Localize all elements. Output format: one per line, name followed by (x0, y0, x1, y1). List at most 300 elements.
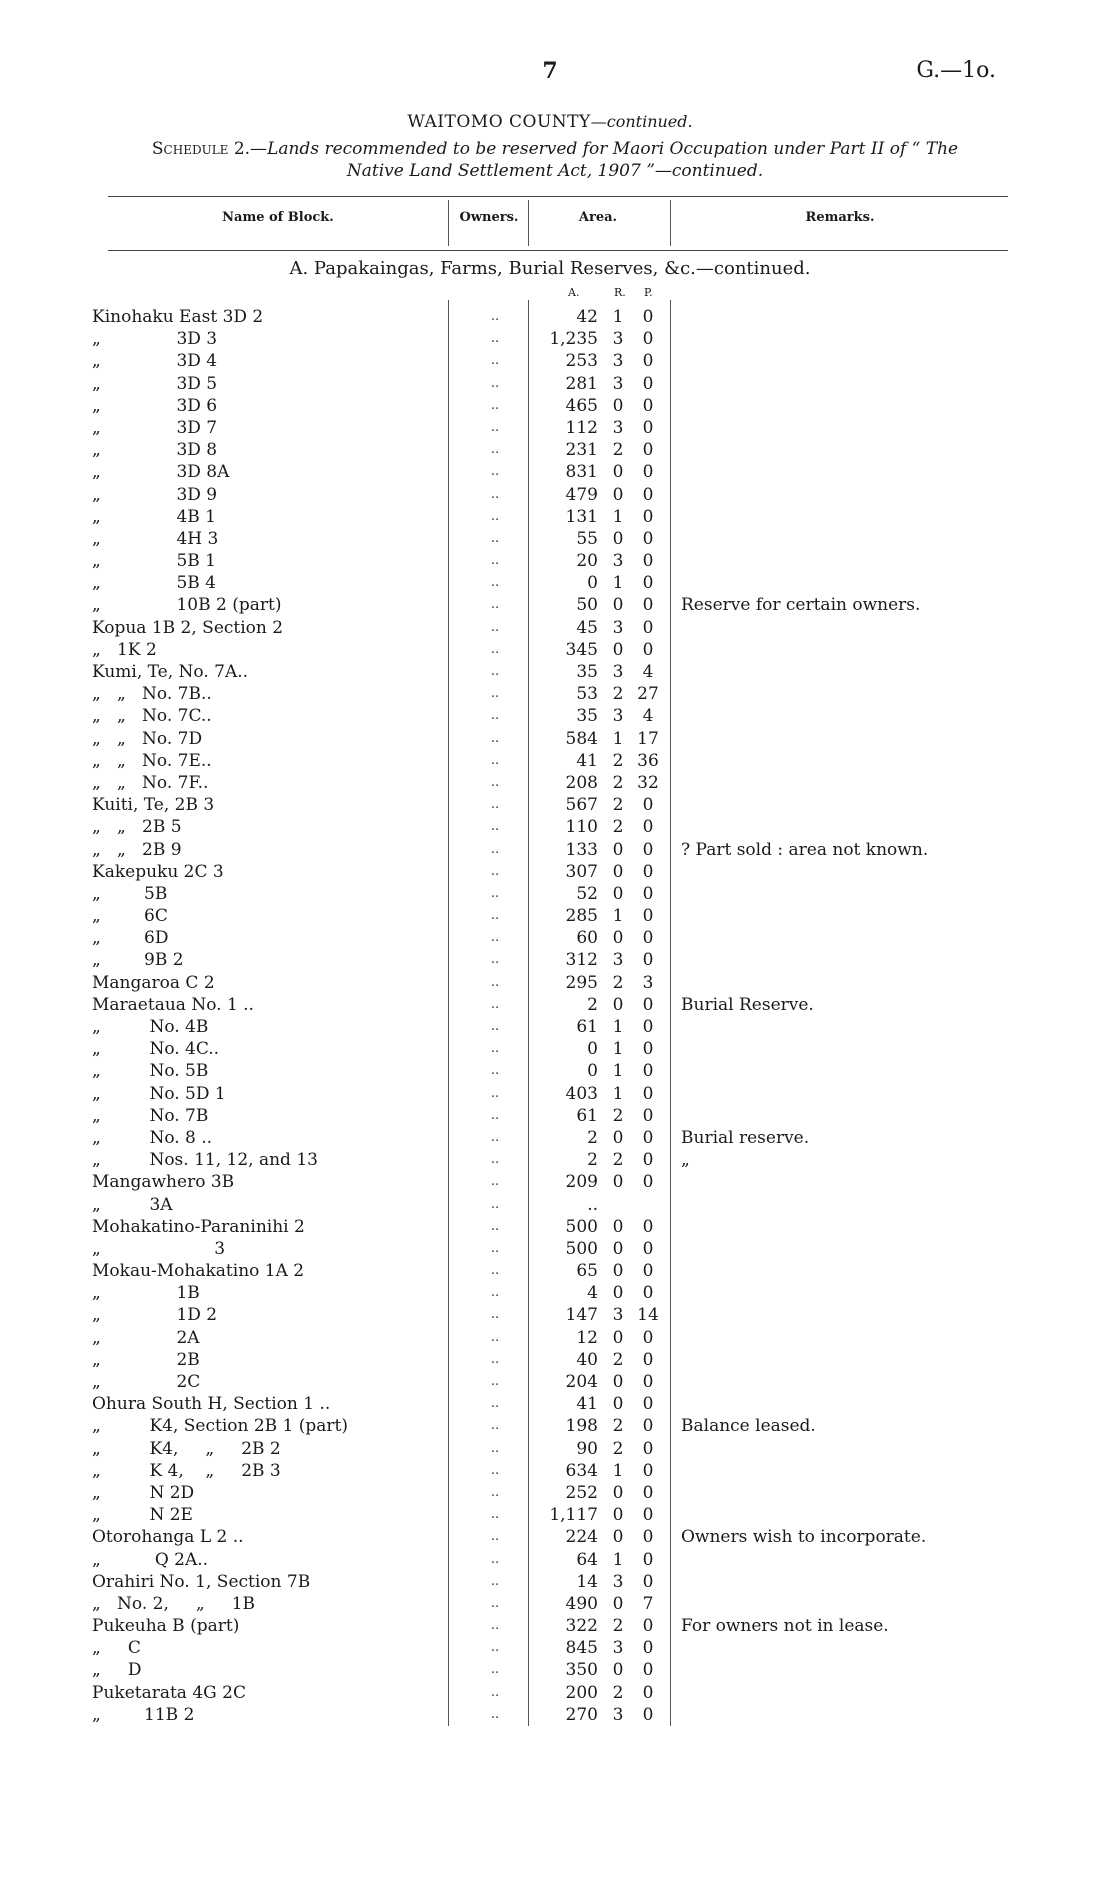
area-perches: 0 (642, 1105, 654, 1126)
block-name: Mangaroa C 2 (92, 972, 215, 993)
area-roods: 1 (612, 906, 624, 927)
area-perches: 7 (642, 1593, 654, 1614)
area-perches: 0 (642, 839, 654, 860)
block-name: Kopua 1B 2, Section 2 (92, 617, 284, 638)
area-roods: 2 (612, 817, 624, 838)
area-acres: 41 (576, 750, 598, 771)
table-row (0, 617, 1110, 639)
area-roods: 3 (612, 1305, 624, 1326)
area-perches: 0 (642, 1238, 654, 1259)
table-row (0, 373, 1110, 395)
area-acres: 14 (576, 1571, 598, 1592)
area-acres: 204 (565, 1372, 598, 1392)
area-acres: 45 (576, 617, 598, 638)
area-acres: 465 (565, 395, 598, 416)
area-perches: 0 (642, 417, 654, 438)
area-roods: 1 (612, 1039, 624, 1060)
block-name: „ 5B 4 (92, 573, 216, 594)
area-roods: 1 (612, 1017, 624, 1037)
table-row (0, 1659, 1110, 1681)
area-roods: 0 (612, 484, 624, 505)
acres-label: A. (568, 286, 580, 299)
area-acres: 584 (565, 728, 598, 749)
table-row (0, 639, 1110, 661)
area-acres: 0 (587, 573, 598, 594)
area-acres: 845 (565, 1638, 598, 1659)
owners-cell: .. (490, 464, 500, 480)
table-row (0, 439, 1110, 461)
block-name: „ 2A (92, 1327, 200, 1348)
block-name: „ No. 2, „ 1B (92, 1593, 256, 1614)
owners-cell: .. (490, 797, 500, 813)
owners-cell: .. (490, 1374, 500, 1389)
area-acres: 270 (565, 1704, 598, 1725)
area-acres: 35 (576, 706, 598, 727)
area-acres: 307 (565, 861, 598, 882)
area-roods: 2 (612, 772, 624, 793)
block-name: „ Q 2A.. (92, 1549, 209, 1570)
table-row (0, 1260, 1110, 1282)
area-acres: 403 (565, 1083, 598, 1104)
table-row (0, 794, 1110, 816)
area-roods: 2 (612, 795, 624, 816)
table-row (0, 883, 1110, 905)
area-perches: 0 (642, 639, 654, 660)
area-perches: 0 (642, 373, 654, 394)
block-name: Otorohanga L 2 .. (92, 1527, 244, 1548)
table-row (0, 683, 1110, 705)
table-row (0, 661, 1110, 683)
area-roods: 0 (612, 1238, 624, 1259)
block-name: Maraetaua No. 1 .. (92, 994, 254, 1015)
remarks-cell: For owners not in lease. (681, 1616, 889, 1637)
block-name: „ 3D 8A (92, 462, 230, 483)
table-row (0, 1615, 1110, 1637)
owners-cell: .. (490, 774, 500, 790)
area-roods: 3 (612, 706, 624, 727)
area-acres: 295 (565, 972, 598, 993)
owners-cell: .. (490, 486, 500, 502)
document-reference: G.—1o. (916, 58, 996, 83)
owners-cell: .. (490, 1462, 500, 1478)
area-acres: .. (587, 1194, 598, 1215)
area-roods: 0 (612, 595, 624, 616)
area-perches: 0 (642, 551, 654, 572)
block-name: „ 3D 5 (92, 373, 218, 394)
area-perches: 0 (642, 861, 654, 882)
area-acres: 55 (576, 528, 598, 549)
block-name: „ 1B (92, 1283, 200, 1304)
area-roods: 3 (612, 1704, 624, 1725)
table-row (0, 949, 1110, 971)
table-row (0, 1238, 1110, 1260)
remarks-cell: Burial Reserve. (681, 994, 814, 1015)
area-roods: 2 (612, 440, 624, 461)
area-perches: 0 (642, 1394, 654, 1415)
area-perches: 0 (642, 928, 654, 949)
area-perches: 0 (642, 1127, 654, 1148)
table-row (0, 1149, 1110, 1171)
area-roods: 0 (612, 1505, 624, 1526)
area-acres: 35 (576, 662, 598, 682)
area-acres: 322 (565, 1616, 598, 1637)
block-name: „ „ No. 7F.. (92, 772, 209, 793)
area-perches: 0 (642, 1349, 654, 1370)
block-name: „ 3D 6 (92, 395, 218, 416)
owners-cell: .. (490, 1640, 500, 1656)
owners-cell: .. (490, 1041, 500, 1057)
area-roods: 3 (612, 1638, 624, 1659)
block-name: Kinohaku East 3D 2 (92, 307, 264, 327)
owners-cell: .. (490, 1662, 500, 1678)
area-acres: 350 (565, 1660, 598, 1681)
area-roods: 2 (612, 1150, 624, 1171)
block-name: Pukeuha B (part) (92, 1616, 240, 1637)
area-perches: 0 (642, 1704, 654, 1725)
area-perches: 17 (637, 728, 659, 749)
area-perches: 0 (642, 617, 654, 638)
area-perches: 0 (642, 1061, 654, 1082)
table-row (0, 572, 1110, 594)
area-perches: 14 (637, 1305, 659, 1326)
area-roods: 0 (612, 839, 624, 860)
area-roods: 0 (612, 1172, 624, 1193)
area-perches: 0 (642, 950, 654, 971)
area-acres: 479 (565, 484, 598, 505)
area-acres: 500 (565, 1216, 598, 1237)
owners-cell: .. (490, 1019, 500, 1034)
area-perches: 0 (642, 395, 654, 416)
block-name: „ 5B 1 (92, 551, 216, 572)
owners-cell: .. (490, 1507, 500, 1523)
table-row (0, 1682, 1110, 1704)
block-name: „ C (92, 1638, 141, 1659)
owners-cell: .. (490, 1684, 500, 1700)
block-name: Mokau-Mohakatino 1A 2 (92, 1261, 305, 1282)
area-perches: 0 (642, 440, 654, 461)
table-row (0, 705, 1110, 727)
owners-cell: .. (490, 641, 500, 657)
remarks-cell: Owners wish to incorporate. (681, 1527, 927, 1548)
owners-cell: .. (490, 597, 500, 613)
area-acres: 2 (587, 1127, 598, 1148)
column-header-remarks: Remarks. (805, 210, 875, 225)
area-roods: 0 (612, 462, 624, 483)
area-acres: 281 (565, 373, 598, 394)
block-name: „ D (92, 1660, 142, 1681)
area-roods: 0 (612, 1593, 624, 1614)
block-name: „ Nos. 11, 12, and 13 (92, 1150, 318, 1171)
remarks-cell: Balance leased. (681, 1416, 816, 1437)
block-name: Kuiti, Te, 2B 3 (92, 795, 215, 816)
table-row (0, 1105, 1110, 1127)
area-acres: 0 (587, 1061, 598, 1082)
owners-cell: .. (490, 1396, 500, 1412)
area-acres: 61 (576, 1017, 598, 1037)
area-roods: 0 (612, 883, 624, 904)
area-acres: 285 (565, 906, 598, 927)
area-roods: 2 (612, 1682, 624, 1703)
area-perches: 0 (642, 1638, 654, 1659)
schedule-title-line2: Native Land Settlement Act, 1907 ”—continued. (346, 161, 764, 181)
owners-cell: .. (490, 1285, 500, 1301)
table-row (0, 1083, 1110, 1105)
schedule-table-body (0, 306, 1110, 1726)
area-roods: 0 (612, 1216, 624, 1237)
area-roods: 2 (612, 1349, 624, 1370)
owners-cell: .. (490, 974, 500, 990)
area-perches: 0 (642, 329, 654, 350)
table-row (0, 994, 1110, 1016)
area-roods: 1 (612, 1061, 624, 1082)
area-acres: 209 (565, 1172, 598, 1193)
owners-cell: .. (490, 1152, 500, 1168)
owners-cell: .. (490, 1618, 500, 1634)
area-acres: 831 (565, 462, 598, 483)
area-roods: 0 (612, 1261, 624, 1282)
table-row (0, 417, 1110, 439)
block-name: „ N 2E (92, 1505, 193, 1526)
block-name: „ 3D 9 (92, 484, 218, 505)
area-perches: 0 (642, 573, 654, 594)
area-perches: 0 (642, 506, 654, 527)
area-roods: 3 (612, 1571, 624, 1592)
area-acres: 12 (576, 1327, 598, 1348)
table-row (0, 1194, 1110, 1216)
area-perches: 0 (642, 528, 654, 549)
area-roods: 1 (612, 573, 624, 594)
header-divider-2 (528, 200, 529, 246)
area-roods: 3 (612, 617, 624, 638)
table-row (0, 927, 1110, 949)
area-roods: 0 (612, 861, 624, 882)
block-name: Kakepuku 2C 3 (92, 861, 224, 882)
owners-cell: .. (490, 1329, 500, 1345)
owners-cell: .. (490, 863, 500, 879)
area-acres: 312 (565, 950, 598, 971)
table-row (0, 1171, 1110, 1193)
area-acres: 4 (587, 1283, 598, 1304)
owners-cell: .. (490, 442, 500, 458)
block-name: „ No. 4B (92, 1017, 209, 1037)
table-row (0, 461, 1110, 483)
area-roods: 3 (612, 950, 624, 971)
block-name: „ „ No. 7D (92, 728, 203, 749)
area-perches: 0 (642, 1460, 654, 1481)
table-row (0, 861, 1110, 883)
owners-cell: .. (490, 1351, 500, 1367)
area-perches: 0 (642, 1616, 654, 1637)
owners-cell: .. (490, 730, 500, 746)
area-perches: 0 (642, 1216, 654, 1237)
owners-cell: .. (490, 1418, 500, 1434)
table-row (0, 1593, 1110, 1615)
table-row (0, 506, 1110, 528)
area-roods: 0 (612, 639, 624, 660)
block-name: „ No. 8 .. (92, 1127, 213, 1148)
area-acres: 253 (565, 351, 598, 372)
area-acres: 231 (565, 440, 598, 461)
area-roods: 2 (612, 1416, 624, 1437)
owners-cell: .. (490, 708, 500, 724)
area-perches: 0 (642, 795, 654, 816)
area-acres: 0 (587, 1039, 598, 1060)
table-row (0, 1504, 1110, 1526)
table-row (0, 1482, 1110, 1504)
remarks-cell: Burial reserve. (681, 1127, 810, 1148)
area-perches: 0 (642, 1083, 654, 1104)
area-roods: 1 (612, 307, 624, 327)
area-perches: 0 (642, 595, 654, 616)
owners-cell: .. (490, 575, 500, 591)
area-perches: 0 (642, 1527, 654, 1548)
area-acres: 41 (576, 1394, 598, 1415)
area-acres: 110 (565, 817, 598, 838)
area-perches: 4 (642, 662, 654, 682)
area-roods: 0 (612, 928, 624, 949)
area-perches: 3 (642, 972, 654, 993)
owners-cell: .. (490, 1085, 500, 1101)
block-name: „ 3A (92, 1194, 173, 1215)
area-roods: 2 (612, 684, 624, 705)
table-row (0, 528, 1110, 550)
table-row (0, 816, 1110, 838)
schedule-number: 2.— (233, 139, 268, 159)
block-name: „ 2B (92, 1349, 200, 1370)
area-roods: 2 (612, 972, 624, 993)
remarks-cell: ? Part sold : area not known. (681, 839, 929, 860)
table-row (0, 772, 1110, 794)
area-acres: 208 (565, 772, 598, 793)
area-perches: 0 (642, 994, 654, 1015)
owners-cell: .. (490, 752, 500, 768)
owners-cell: .. (490, 1440, 500, 1456)
table-row (0, 1637, 1110, 1659)
area-acres: 42 (576, 307, 598, 327)
area-acres: 224 (565, 1527, 598, 1548)
area-roods: 0 (612, 1283, 624, 1304)
block-name: „ 3D 4 (92, 351, 218, 372)
owners-cell: .. (490, 553, 500, 569)
block-name: „ No. 4C.. (92, 1039, 220, 1060)
block-name: „ 6C (92, 906, 168, 927)
area-acres: 200 (565, 1682, 598, 1703)
area-acres: 53 (576, 684, 598, 705)
block-name: „ K4, „ 2B 2 (92, 1438, 281, 1459)
area-perches: 0 (642, 1017, 654, 1037)
table-row (0, 1060, 1110, 1082)
area-roods: 0 (612, 528, 624, 549)
area-perches: 0 (642, 1172, 654, 1193)
block-name: „ N 2D (92, 1482, 195, 1503)
area-perches: 0 (642, 307, 654, 327)
area-perches: 0 (642, 1438, 654, 1459)
owners-cell: .. (490, 1529, 500, 1545)
area-perches: 36 (637, 750, 659, 771)
county-suffix: —continued. (590, 112, 693, 131)
block-name: „ 5B (92, 883, 168, 904)
table-row (0, 1304, 1110, 1326)
area-acres: 133 (565, 839, 598, 860)
page-number: 7 (542, 58, 558, 84)
table-row (0, 1327, 1110, 1349)
area-acres: 52 (576, 883, 598, 904)
area-roods: 3 (612, 417, 624, 438)
block-name: „ 4H 3 (92, 528, 219, 549)
area-perches: 0 (642, 1682, 654, 1703)
table-row (0, 1460, 1110, 1482)
area-roods: 2 (612, 1438, 624, 1459)
table-row (0, 1127, 1110, 1149)
table-row (0, 1415, 1110, 1437)
area-perches: 0 (642, 1372, 654, 1392)
area-perches: 0 (642, 1549, 654, 1570)
area-acres: 65 (576, 1261, 598, 1282)
table-row (0, 328, 1110, 350)
owners-cell: .. (490, 530, 500, 546)
area-perches: 0 (642, 1505, 654, 1526)
block-name: „ „ No. 7E.. (92, 750, 212, 771)
area-perches: 0 (642, 1482, 654, 1503)
block-name: „ 1K 2 (92, 639, 157, 660)
block-name: „ K4, Section 2B 1 (part) (92, 1416, 349, 1437)
area-acres: 60 (576, 928, 598, 949)
remarks-cell: „ (681, 1150, 690, 1171)
block-name: „ „ No. 7B.. (92, 684, 212, 705)
owners-cell: .. (490, 309, 500, 324)
table-row (0, 1016, 1110, 1038)
schedule-label: Schedule (151, 139, 229, 159)
area-roods: 0 (612, 1127, 624, 1148)
owners-cell: .. (490, 1240, 500, 1256)
area-roods: 0 (612, 994, 624, 1015)
column-header-area: Area. (578, 210, 618, 225)
column-header-name: Name of Block. (222, 210, 334, 225)
area-perches: 0 (642, 1571, 654, 1592)
table-row (0, 306, 1110, 328)
roods-label: R. (614, 286, 626, 299)
area-roods: 1 (612, 728, 624, 749)
owners-cell: .. (490, 353, 500, 369)
area-roods: 0 (612, 1660, 624, 1681)
owners-cell: .. (490, 508, 500, 524)
table-row (0, 1349, 1110, 1371)
header-divider-1 (448, 200, 449, 246)
owners-cell: .. (490, 419, 500, 435)
block-name: „ 10B 2 (part) (92, 595, 282, 616)
county-heading (0, 112, 1100, 132)
owners-cell: .. (490, 930, 500, 946)
owners-cell: .. (490, 686, 500, 702)
block-name: „ No. 5B (92, 1061, 209, 1082)
area-roods: 0 (612, 1372, 624, 1392)
area-perches: 0 (642, 484, 654, 505)
area-acres: 112 (565, 417, 598, 438)
area-roods: 1 (612, 506, 624, 527)
block-name: „ 3 (92, 1238, 226, 1259)
area-acres: 20 (576, 551, 598, 572)
area-perches: 0 (642, 1150, 654, 1171)
area-acres: 252 (565, 1482, 598, 1503)
owners-cell: .. (490, 1551, 500, 1567)
area-acres: 131 (565, 506, 598, 527)
area-perches: 0 (642, 1416, 654, 1437)
owners-cell: .. (490, 819, 500, 835)
owners-cell: .. (490, 664, 500, 679)
owners-cell: .. (490, 1196, 500, 1212)
area-perches: 0 (642, 1660, 654, 1681)
table-row (0, 1571, 1110, 1593)
